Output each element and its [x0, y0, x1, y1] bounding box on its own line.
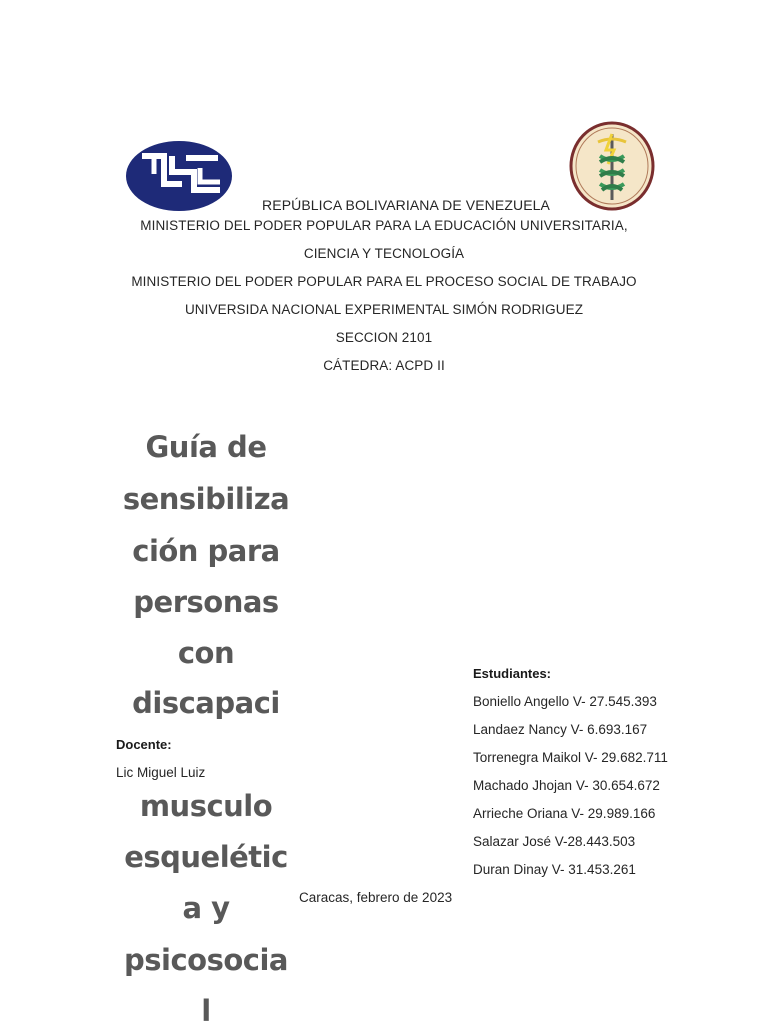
- header-catedra: CÁTEDRA: ACPD II: [323, 358, 445, 373]
- title-line: Guía de: [145, 430, 267, 464]
- student-item: Arrieche Oriana V- 29.989.166: [473, 806, 656, 821]
- student-item: Torrenegra Maikol V- 29.682.711: [473, 750, 668, 765]
- student-item: Machado Jhojan V- 30.654.672: [473, 778, 660, 793]
- student-item: Boniello Angello V- 27.545.393: [473, 694, 657, 709]
- title-line: discapaci: [132, 686, 280, 720]
- student-item: Landaez Nancy V- 6.693.167: [473, 722, 648, 737]
- title-line: personas: [133, 585, 279, 619]
- header-seccion: SECCION 2101: [335, 330, 433, 345]
- title-line: ción para: [132, 534, 280, 568]
- title-line: esquelétic: [124, 840, 288, 874]
- title-line: musculo: [139, 789, 273, 823]
- student-item: Salazar José V-28.443.503: [473, 834, 636, 849]
- header-universidad: UNIVERSIDA NACIONAL EXPERIMENTAL SIMÓN RODRIGUEZ: [184, 302, 584, 317]
- docente-name: Lic Miguel Luiz: [116, 765, 206, 780]
- title-line: l: [201, 994, 211, 1028]
- header-republica: REPÚBLICA BOLIVARIANA DE VENEZUELA: [262, 197, 550, 213]
- estudiantes-label: Estudiantes:: [473, 666, 552, 681]
- place-date: Caracas, febrero de 2023: [299, 890, 453, 905]
- title-line: a y: [182, 891, 230, 925]
- docente-label: Docente:: [116, 737, 172, 752]
- title-line: con: [177, 636, 235, 670]
- university-logo-icon: [124, 138, 234, 214]
- header-ministerio-trabajo: MINISTERIO DEL PODER POPULAR PARA EL PROCESO SOCIAL DE TRABAJO: [131, 274, 637, 289]
- header-ciencia-tecnologia: CIENCIA Y TECNOLOGÍA: [303, 246, 465, 261]
- header-ministerio-educacion: MINISTERIO DEL PODER POPULAR PARA LA EDUCACIÓN UNIVERSITARIA,: [140, 218, 628, 233]
- student-item: Duran Dinay V- 31.453.261: [473, 862, 636, 877]
- title-line: sensibiliza: [122, 482, 290, 516]
- title-line: psicosocia: [124, 943, 288, 977]
